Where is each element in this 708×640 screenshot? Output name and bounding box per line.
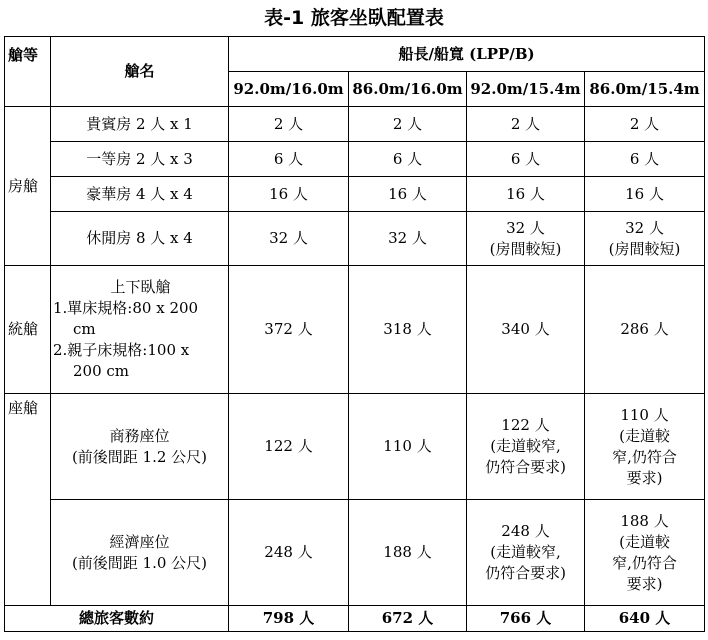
cell-value: 32 人 (房間較短): [467, 212, 585, 266]
cell-value: 110 人: [349, 394, 467, 500]
cabin-name: 貴賓房 2 人 x 1: [51, 107, 229, 142]
cell-value: 248 人 (走道較窄, 仍符合要求): [467, 500, 585, 606]
header-ship-dimensions: 船長/船寬 (LPP/B): [229, 37, 705, 72]
cell-value: 318 人: [349, 266, 467, 394]
table-title: 表-1 旅客坐臥配置表: [264, 7, 444, 29]
cabin-spec-line: 200 cm: [73, 362, 130, 380]
header-cabin-name: 艙名: [51, 37, 229, 107]
cabin-name: 一等房 2 人 x 3: [51, 142, 229, 177]
cell-value: 340 人: [467, 266, 585, 394]
cell-value: 16 人: [349, 177, 467, 212]
cell-value: 286 人: [585, 266, 705, 394]
cell-value: 122 人 (走道較窄, 仍符合要求): [467, 394, 585, 500]
cabin-name-line: 商務座位: [109, 426, 170, 445]
cabin-name: [51, 266, 229, 394]
cabin-name-line: 經濟座位: [109, 532, 170, 551]
total-label: 總旅客數約: [5, 606, 229, 632]
cabin-name-title: 上下臥艙: [110, 278, 171, 296]
cell-value: 32 人: [349, 212, 467, 266]
cabin-name: 豪華房 4 人 x 4: [51, 177, 229, 212]
config-header: 86.0m/16.0m: [349, 72, 467, 107]
cell-value: 122 人: [229, 394, 349, 500]
cell-value: 16 人: [229, 177, 349, 212]
section-room-label: 房艙: [5, 107, 51, 266]
cabin-spec-line: 1.單床規格:80 x 200: [53, 299, 199, 317]
cell-value: 6 人: [467, 142, 585, 177]
cell-value: 2 人: [229, 107, 349, 142]
cabin-spec-line: 2.親子床規格:100 x: [53, 341, 190, 359]
cell-value: 16 人: [585, 177, 705, 212]
cell-value: 32 人 (房間較短): [585, 212, 705, 266]
cabin-spec-line: cm: [73, 320, 96, 338]
cell-value: 2 人: [585, 107, 705, 142]
config-header: 92.0m/16.0m: [229, 72, 349, 107]
cabin-name-line: (前後間距 1.0 公尺): [71, 553, 208, 572]
config-header: 92.0m/15.4m: [467, 72, 585, 107]
cabin-name: 休閒房 8 人 x 4: [51, 212, 229, 266]
cell-value: 2 人: [467, 107, 585, 142]
section-dorm-label: 統艙: [5, 266, 51, 394]
total-value: 798 人: [229, 606, 349, 632]
cell-value: 32 人: [229, 212, 349, 266]
cell-value: 2 人: [349, 107, 467, 142]
cell-value: 6 人: [229, 142, 349, 177]
cell-value: 16 人: [467, 177, 585, 212]
total-value: 672 人: [349, 606, 467, 632]
section-seat-label: 座艙: [5, 394, 51, 606]
cell-value: 188 人: [349, 500, 467, 606]
total-value: 640 人: [585, 606, 705, 632]
cell-value: 6 人: [349, 142, 467, 177]
cell-value: 110 人 (走道較 窄,仍符合 要求): [585, 394, 705, 500]
cell-value: 6 人: [585, 142, 705, 177]
config-header: 86.0m/15.4m: [585, 72, 705, 107]
cabin-name: [51, 500, 229, 606]
cell-value: 248 人: [229, 500, 349, 606]
cabin-name-line: (前後間距 1.2 公尺): [71, 447, 208, 466]
total-value: 766 人: [467, 606, 585, 632]
passenger-berth-table: [4, 36, 705, 632]
cell-value: 188 人 (走道較 窄,仍符合 要求): [585, 500, 705, 606]
cabin-name: [51, 394, 229, 500]
cell-value: 372 人: [229, 266, 349, 394]
header-class: 艙等: [5, 37, 51, 107]
